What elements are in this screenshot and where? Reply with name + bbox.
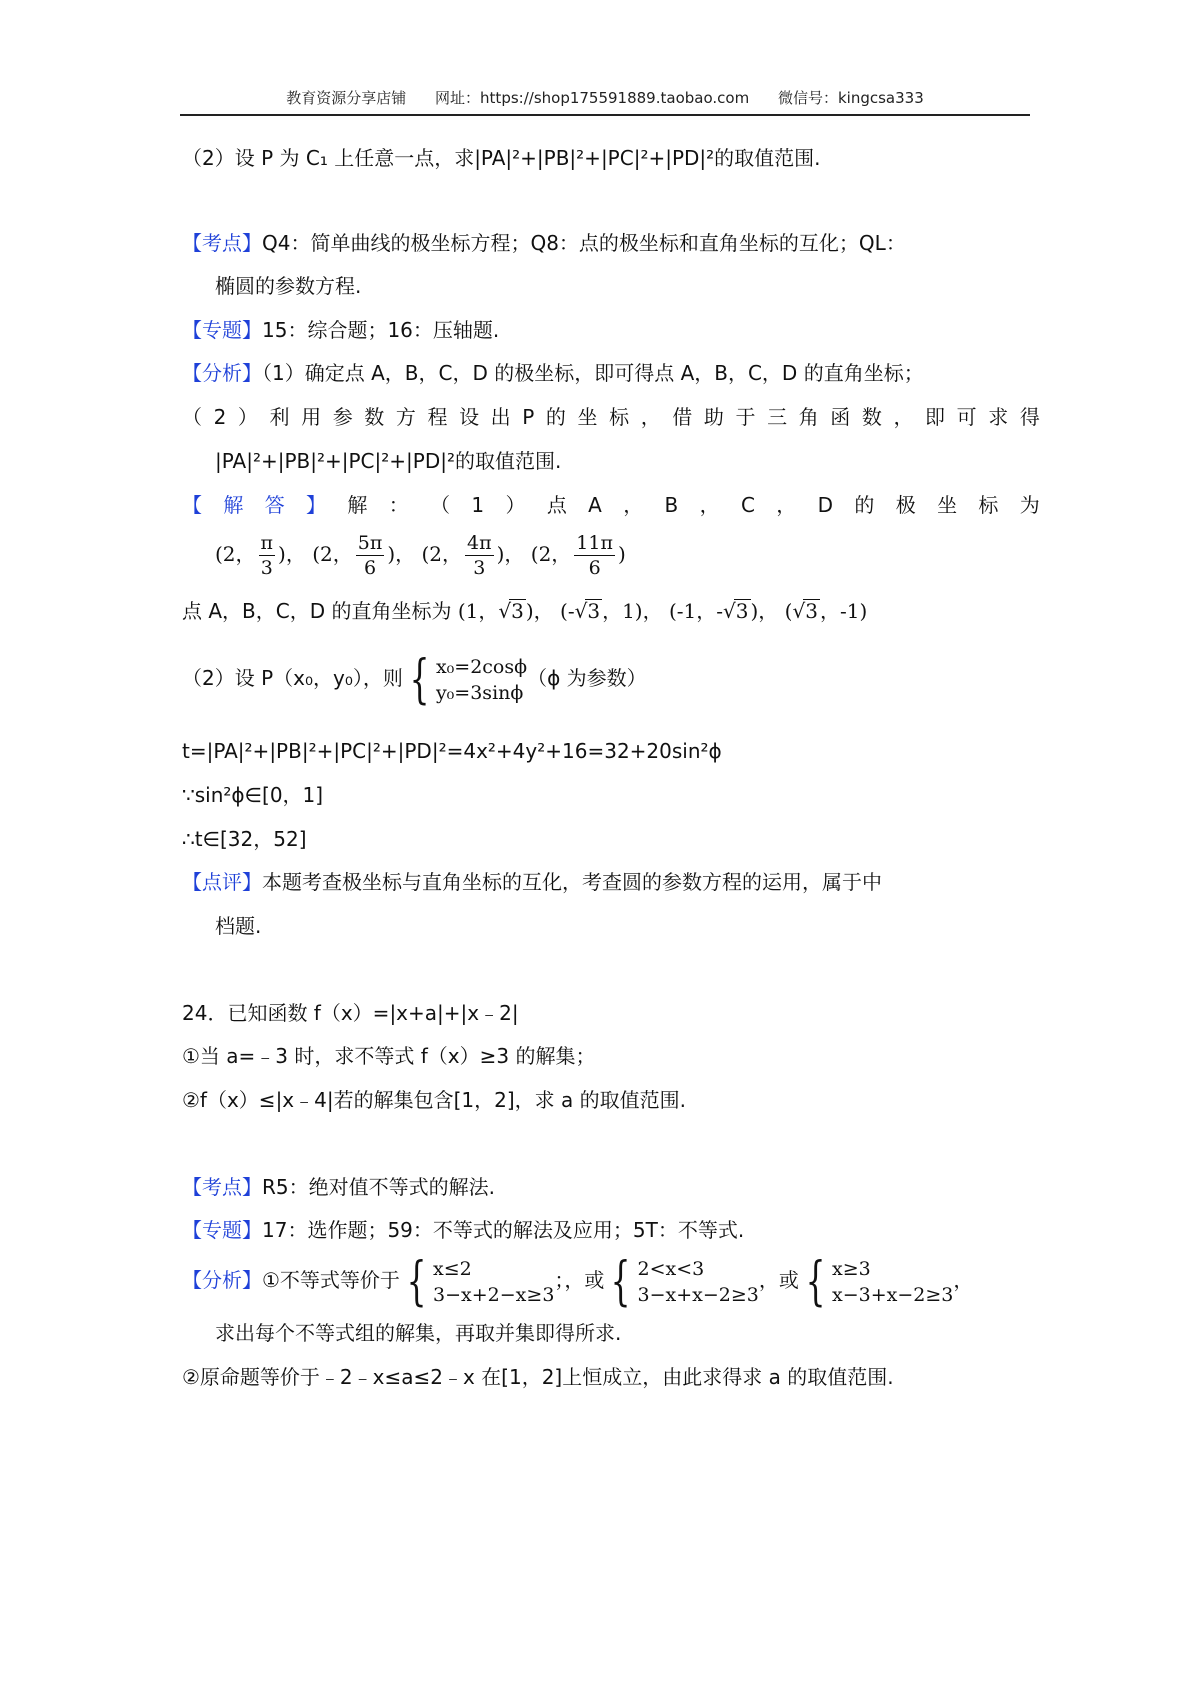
system-rows <box>832 1256 953 1308</box>
char: 借 <box>672 405 693 429</box>
left-brace-icon: { <box>406 1251 427 1312</box>
polar-a-post: )， <box>278 542 306 566</box>
char: 点 <box>546 493 567 517</box>
char: 参 <box>332 405 353 429</box>
ineq-system-c <box>799 1251 954 1312</box>
radicand: 3 <box>587 599 601 623</box>
system-row: 3−x+x−2≥3 <box>637 1283 759 1306</box>
rect-coords <box>458 599 867 623</box>
char: 程 <box>427 405 448 429</box>
rect-c-post: )， <box>750 599 779 623</box>
rect-c-pre: (-1，- <box>668 599 724 623</box>
char: 坐 <box>577 405 598 429</box>
polar-d-pre: (2， <box>530 542 572 566</box>
char: 助 <box>703 405 724 429</box>
char: ， <box>699 493 720 517</box>
q24-item1: ①当 a=﹣3 时，求不等式 f（x）≥3 的解集； <box>182 1044 596 1068</box>
char: ） <box>505 493 526 517</box>
char: ， <box>893 405 914 429</box>
left-brace-icon: { <box>611 1251 631 1312</box>
a23-fenxi-text: （1）确定点 A，B，C，D 的极坐标，即可得点 A，B，C，D 的直角坐标； <box>262 361 924 385</box>
char: 数 <box>364 405 385 429</box>
a23-fenxi-line2 <box>182 402 1040 432</box>
radicand: 3 <box>805 599 818 623</box>
wechat-id: 微信号：kingcsa333 <box>777 89 924 107</box>
left-brace-icon: { <box>805 1251 826 1312</box>
char: 方 <box>395 405 416 429</box>
a23-jieda-line <box>182 490 1040 520</box>
sqrt-icon: √ <box>498 599 512 623</box>
frac-den: 3 <box>473 557 486 579</box>
q24-stem: 24．已知函数 f（x）=|x+a|+|x﹣2| <box>182 1001 519 1025</box>
system-row: x≥3 <box>832 1257 871 1280</box>
radicand: 3 <box>511 599 524 623</box>
frac-den: 6 <box>363 557 377 579</box>
polar-coords <box>215 528 1040 580</box>
char: 角 <box>798 405 819 429</box>
char: 设 <box>459 405 480 429</box>
char: ， <box>623 493 644 517</box>
char: 用 <box>301 405 322 429</box>
system-row: x−3+x−2≥3 <box>832 1283 954 1306</box>
char: 利 <box>269 405 290 429</box>
a23-zhuanti-text: 15：综合题；16：压轴题. <box>262 318 500 342</box>
char: 标 <box>609 405 630 429</box>
a23-kaodian-text: Q4：简单曲线的极坐标方程；Q8：点的极坐标和直角坐标的互化；QL： <box>262 231 906 255</box>
polar-c-frac <box>465 531 494 580</box>
char: A <box>588 493 602 517</box>
frac-num: π <box>260 532 274 554</box>
char: ， <box>776 493 797 517</box>
char: 解 <box>347 493 368 517</box>
polar-d-frac <box>574 531 615 580</box>
system-row: 3−x+2−x≥3 <box>433 1283 555 1306</box>
char: 极 <box>895 493 916 517</box>
char: 于 <box>735 405 756 429</box>
char: 1 <box>471 493 485 517</box>
a23-part2-pre: （2）设 P（x₀，y₀），则 <box>182 666 403 690</box>
separator: ， <box>953 1268 974 1292</box>
fenxi-tag: 【分析】 <box>182 1268 262 1292</box>
a24-fenxi-line3: ②原命题等价于﹣2﹣x≤a≤2﹣x 在[1，2]上恒成立，由此求得求 a 的取值范围. <box>182 1365 894 1389</box>
zhuanti-tag: 【专题】 <box>182 1218 262 1242</box>
a23-dianping-cont: 档题. <box>215 914 262 938</box>
a24-fenxi-line <box>182 1251 1040 1312</box>
q23-part2: （2）设 P 为 C₁ 上任意一点，求|PA|²+|PB|²+|PC|²+|PD|²的取值范围. <box>182 146 821 170</box>
sqrt-icon: √ <box>574 599 588 623</box>
char: ， <box>640 405 661 429</box>
system-row: x≤2 <box>433 1257 472 1280</box>
a23-zhuanti-line <box>182 315 1040 345</box>
shop-url[interactable]: 网址：https://shop175591889.taobao.com <box>435 89 750 107</box>
separator: ；，或 <box>554 1268 605 1292</box>
kaodian-tag: 【考点】 <box>182 231 262 255</box>
a23-kaodian-line <box>182 228 1040 258</box>
fenxi-tag: 【分析】 <box>182 361 262 385</box>
a23-dianping-line <box>182 867 1040 897</box>
rect-d-pre: ( <box>784 599 793 623</box>
char: 标 <box>978 493 999 517</box>
radicand: 3 <box>735 599 749 623</box>
char: 的 <box>854 493 875 517</box>
char: ） <box>237 405 258 429</box>
a24-zhuanti-text: 17：选作题；59：不等式的解法及应用；5T：不等式. <box>262 1218 745 1242</box>
kaodian-tag: 【考点】 <box>182 1175 262 1199</box>
ineq-system-a <box>400 1251 555 1312</box>
rect-a-pre: (1， <box>457 599 499 623</box>
a24-fenxi-pre: ①不等式等价于 <box>262 1268 400 1292</box>
char: P <box>522 405 535 429</box>
jieda-tag-char: 解 <box>223 493 244 517</box>
page-header <box>180 86 1030 116</box>
char: （ <box>182 405 202 429</box>
frac-num: 11π <box>576 532 613 554</box>
rect-b-post: ，1)， <box>602 599 663 623</box>
polar-b-pre: (2， <box>312 542 353 566</box>
char: 函 <box>830 405 851 429</box>
zhuanti-tag: 【专题】 <box>182 318 262 342</box>
rect-d-post: ，-1) <box>819 599 868 623</box>
char: C <box>740 493 755 517</box>
a23-fenxi-line3: |PA|²+|PB|²+|PC|²+|PD|²的取值范围. <box>215 449 562 473</box>
therefore-line: ∴t∈[32，52] <box>182 827 307 851</box>
polar-c-post: )， <box>496 542 525 566</box>
sqrt-icon: √ <box>792 599 806 623</box>
t-line: t=|PA|²+|PB|²+|PC|²+|PD|²=4x²+4y²+16=32+20sin²ϕ <box>182 739 722 763</box>
char: 的 <box>545 405 566 429</box>
a23-fenxi-line <box>182 358 1040 388</box>
system-row: y₀=3sinϕ <box>435 681 524 704</box>
polar-a-pre: (2， <box>215 542 256 566</box>
separator: ，或 <box>758 1268 799 1292</box>
system-rows <box>638 1256 759 1308</box>
jieda-tag-char: 】 <box>306 493 327 517</box>
left-brace-icon: { <box>409 649 430 710</box>
char: 可 <box>956 405 977 429</box>
char: ： <box>388 493 409 517</box>
rect-coords-line <box>182 596 1040 626</box>
char: 数 <box>861 405 882 429</box>
dianping-tag: 【点评】 <box>182 870 262 894</box>
rect-coords-label: 点 A，B，C，D 的直角坐标为 <box>182 599 452 623</box>
char: 即 <box>925 405 946 429</box>
char: （ <box>430 493 451 517</box>
shop-name: 教育资源分享店铺 <box>286 89 407 107</box>
polar-b-post: )， <box>387 542 416 566</box>
char: 坐 <box>937 493 958 517</box>
a24-kaodian-text: R5：绝对值不等式的解法. <box>262 1175 495 1199</box>
polar-a-frac <box>259 531 276 580</box>
polar-b-frac <box>356 531 385 580</box>
char: 出 <box>490 405 511 429</box>
frac-den: 6 <box>588 557 601 579</box>
rect-a-post: )， <box>525 599 554 623</box>
system-rows <box>433 1256 554 1308</box>
polar-d-post: ) <box>617 542 626 566</box>
a23-part2-post: （ϕ 为参数） <box>527 666 647 690</box>
q24-item2: ②f（x）≤|x﹣4|若的解集包含[1，2]，求 a 的取值范围. <box>182 1088 686 1112</box>
because-line: ∵sin²ϕ∈[0，1] <box>182 783 324 807</box>
rect-b-pre: (- <box>560 599 575 623</box>
a24-kaodian-line <box>182 1172 1040 1202</box>
a23-dianping-text: 本题考查极坐标与直角坐标的互化，考查圆的参数方程的运用，属于中 <box>262 870 882 894</box>
char: 求 <box>988 405 1009 429</box>
frac-den: 3 <box>260 557 273 579</box>
frac-num: 4π <box>467 532 492 554</box>
a23-part2-line <box>182 649 1040 710</box>
system-row: x₀=2cosϕ <box>435 655 528 678</box>
sqrt-icon: √ <box>723 599 736 623</box>
jieda-tag-char: 答 <box>264 493 285 517</box>
a24-fenxi-line2: 求出每个不等式组的解集，再取并集即得所求. <box>215 1321 622 1345</box>
char: 得 <box>1019 405 1040 429</box>
system-rows <box>436 654 527 706</box>
char: D <box>817 493 834 517</box>
char: B <box>664 493 679 517</box>
system-row: 2<x<3 <box>637 1257 705 1280</box>
a23-kaodian-cont: 椭圆的参数方程. <box>215 274 362 298</box>
polar-c-pre: (2， <box>421 542 463 566</box>
char: 2 <box>213 405 227 429</box>
a24-zhuanti-line <box>182 1215 1040 1245</box>
char: 三 <box>767 405 788 429</box>
ineq-system-b <box>604 1251 759 1312</box>
frac-num: 5π <box>357 532 383 554</box>
param-system <box>403 649 528 710</box>
char: 为 <box>1019 493 1040 517</box>
jieda-tag-char: 【 <box>182 493 202 517</box>
